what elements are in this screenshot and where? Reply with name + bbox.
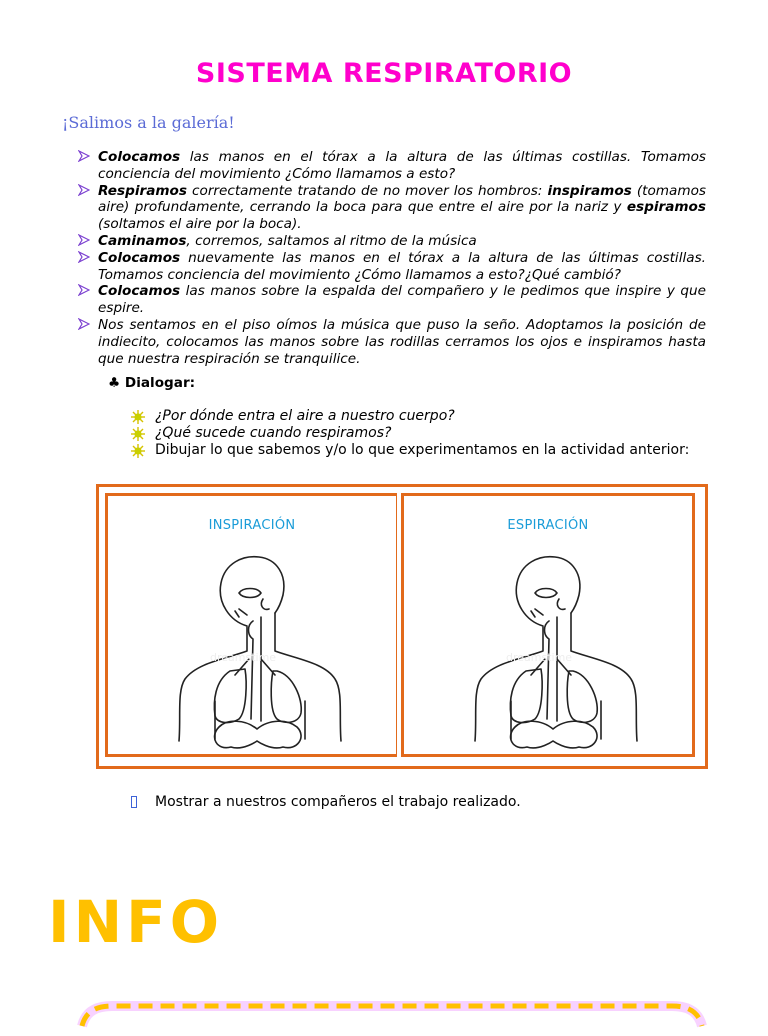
arrow-bullet-icon: [78, 234, 90, 246]
sun-bullet-icon: [131, 410, 145, 424]
bullet-text: las manos sobre la espalda del compañero y le pedimos que inspire y que espire.: [98, 283, 706, 317]
page-title: SISTEMA RESPIRATORIO: [195, 58, 573, 89]
bold-verb: Colocamos: [98, 149, 181, 165]
bullet-text: las manos en el tórax a la altura de las últimas costillas. Tomamos conciencia del movimiento ¿Cómo llamamos a esto?: [98, 149, 706, 182]
expiration-panel: [401, 493, 695, 757]
bullet-text: , corremos, saltamos al ritmo de la música: [186, 232, 477, 249]
drawing-frame: [96, 484, 708, 769]
arrow-bullet-icon: [78, 184, 90, 196]
bold-verb: Caminamos: [98, 232, 187, 249]
list-item: [76, 183, 706, 233]
list-item: [76, 149, 706, 183]
activity-list: [76, 149, 706, 367]
bullet-text: (soltamos el aire por la boca).: [98, 216, 302, 233]
list-item: [76, 233, 706, 250]
sun-bullet-icon: [131, 427, 145, 441]
list-item: [76, 283, 706, 317]
bullet-text: (tomamos aire) profundamente, cerrando la boca para que entre el aire por la nariz y: [98, 182, 706, 216]
bold-verb: inspiramos: [547, 182, 632, 199]
arrow-bullet-icon: [78, 251, 90, 263]
arrow-bullet-icon: [78, 150, 90, 162]
dialog-heading: [108, 375, 195, 391]
question-text: ¿Qué sucede cuando respiramos?: [155, 424, 392, 441]
expiration-label: ESPIRACIÓN: [507, 518, 589, 533]
inspiration-label: INSPIRACIÓN: [208, 518, 296, 533]
svg-text:dreamstime: dreamstime: [210, 651, 277, 664]
inspiration-panel: [105, 493, 399, 757]
list-item: [76, 317, 706, 367]
info-heading: INFO: [48, 888, 224, 956]
question-text: Dibujar lo que sabemos y/o lo que experimentamos en la actividad anterior:: [155, 441, 690, 458]
question-text: ¿Por dónde entra el aire a nuestro cuerpo?: [155, 408, 455, 424]
club-icon: ♣: [108, 375, 121, 391]
box-bullet-icon: [131, 796, 137, 808]
list-item: [131, 408, 689, 425]
bullet-text: correctamente tratando de no mover los hombros:: [186, 182, 548, 199]
arrow-bullet-icon: [78, 284, 90, 296]
bullet-text: nuevamente las manos en el tórax a la altura de las últimas costillas. Tomamos conciencia del movimiento ¿Cómo llamamos a esto?¿Qué cambió?: [98, 249, 706, 283]
respiratory-diagram-image: [431, 551, 671, 756]
bullet-text: Nos sentamos en el piso oímos la música que puso la seño. Adoptamos la posición de indiecito, colocamos las manos sobre las rodillas cerramos los ojos e inspiramos hasta que nuestra respiración se tranquilice.: [98, 316, 706, 367]
bold-verb: Colocamos: [98, 249, 181, 266]
question-list: [131, 408, 689, 458]
bold-verb: Respiramos: [98, 182, 187, 199]
dashed-border-decoration: [72, 996, 712, 1036]
list-item: [131, 425, 689, 442]
final-text: Mostrar a nuestros compañeros el trabajo realizado.: [155, 794, 521, 810]
final-instruction: [131, 794, 521, 810]
dialog-label: Dialogar:: [124, 375, 196, 391]
respiratory-diagram-image: [135, 551, 375, 756]
svg-text:dreamstime: dreamstime: [506, 651, 573, 664]
list-item: [76, 250, 706, 284]
list-item: [131, 442, 689, 459]
arrow-bullet-icon: [78, 318, 90, 330]
sun-bullet-icon: [131, 444, 145, 458]
bold-verb: espiramos: [626, 199, 706, 216]
subtitle: ¡Salimos a la galería!: [62, 113, 235, 132]
bold-verb: Colocamos: [98, 283, 181, 300]
